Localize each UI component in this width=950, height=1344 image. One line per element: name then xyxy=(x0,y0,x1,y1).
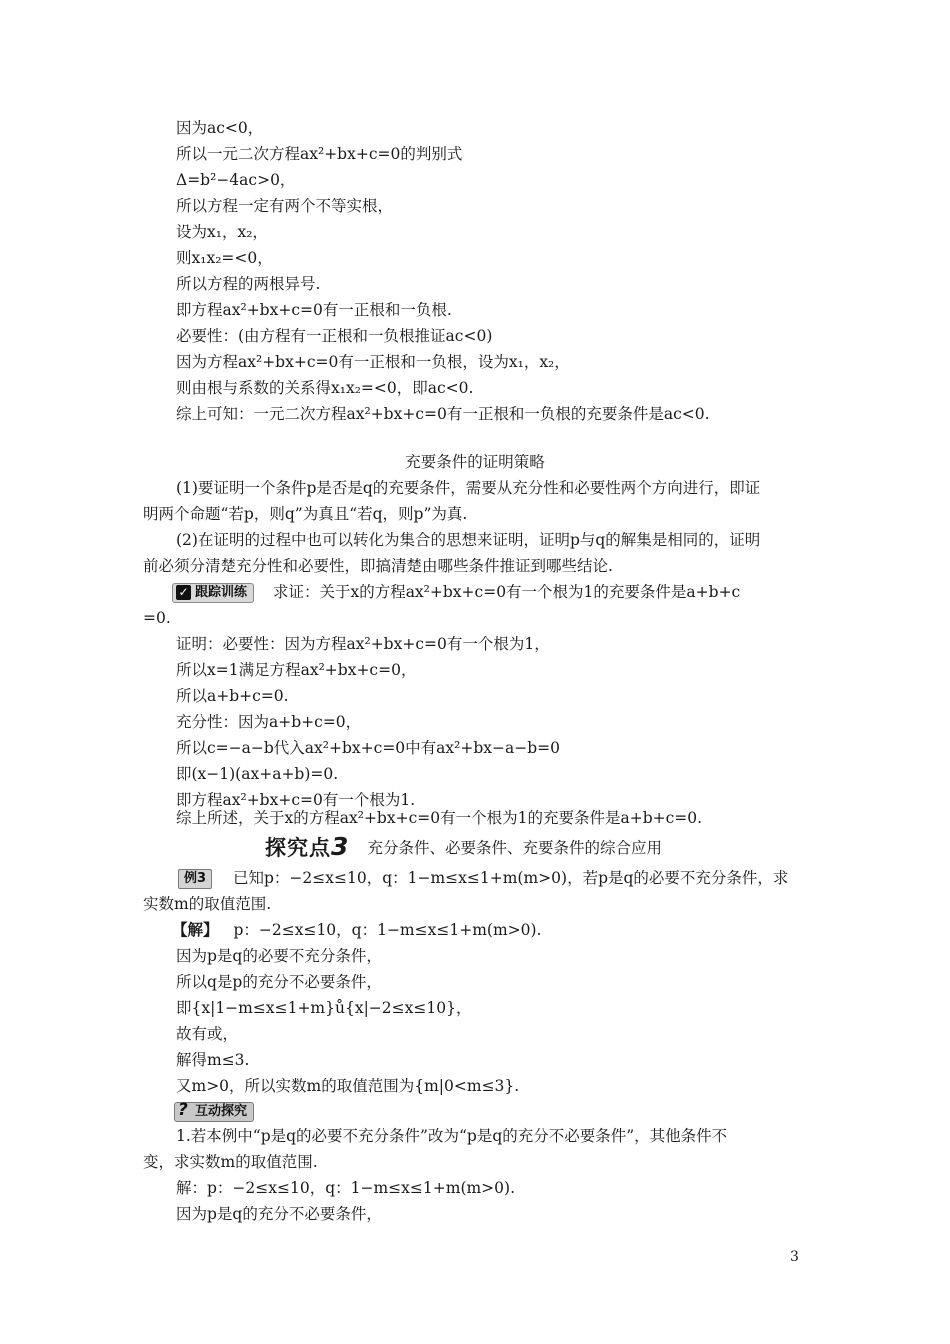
section-heading xyxy=(265,832,662,862)
strategy-paragraph-1-cont: 明两个命题“若p，则q”为真且“若q，则p”为真. xyxy=(143,505,468,523)
solution-line: 故有或， xyxy=(176,1025,239,1043)
proof-line: 证明：必要性：因为方程ax²+bx+c=0有一个根为1， xyxy=(176,635,550,653)
solution-first-line xyxy=(172,918,541,942)
example-question-text: 已知p：−2≤x≤10，q：1−m≤x≤1+m(m>0)，若p是q的必要不充分条件，求 xyxy=(232,869,789,887)
text-line: 即方程ax²+bx+c=0有一正根和一负根. xyxy=(176,301,452,319)
strategy-title: 充要条件的证明策略 xyxy=(405,453,545,471)
checkmark-icon: ✓ xyxy=(176,585,191,600)
strategy-paragraph-2: (2)在证明的过程中也可以转化为集合的思想来证明，证明p与q的解集是相同的，证明 xyxy=(176,531,761,549)
text-line: 必要性：(由方程有一正根和一负根推证ac<0) xyxy=(176,327,493,345)
example-badge: 例3 xyxy=(178,869,212,889)
example-question-cont: 实数m的取值范围. xyxy=(143,895,272,913)
solution-label: 【解】 xyxy=(172,920,219,939)
solution-line: 因为p是q的必要不充分条件， xyxy=(176,947,382,965)
solution-line: 解得m≤3. xyxy=(176,1051,250,1069)
interactive-solution-line: 解：p：−2≤x≤10，q：1−m≤x≤1+m(m>0). xyxy=(176,1179,516,1197)
proof-line: 所以a+b+c=0. xyxy=(176,687,289,705)
section-number: 3 xyxy=(331,832,349,861)
solution-line: 又m>0，所以实数m的取值范围为{m|0<m≤3}. xyxy=(176,1077,520,1095)
tracking-question-text: 求证：关于x的方程ax²+bx+c=0有一个根为1的充要条件是a+b+c xyxy=(272,583,741,601)
example-question xyxy=(178,866,788,890)
tracking-question-cont: =0. xyxy=(143,609,171,627)
interactive-question: 1.若本例中“p是q的必要不充分条件”改为“p是q的充分不必要条件”，其他条件不 xyxy=(176,1127,728,1145)
text-line: 因为ac<0， xyxy=(176,119,264,137)
text-line: 所以方程的两根异号. xyxy=(176,275,321,293)
solution-text: p：−2≤x≤10，q：1−m≤x≤1+m(m>0). xyxy=(233,921,542,939)
text-line: 综上可知：一元二次方程ax²+bx+c=0有一正根和一负根的充要条件是ac<0. xyxy=(176,405,710,423)
text-line: Δ=b²−4ac>0， xyxy=(176,171,296,189)
text-line: 所以方程一定有两个不等实根， xyxy=(176,197,394,215)
proof-line: 即方程ax²+bx+c=0有一个根为1. xyxy=(176,791,416,809)
interactive-question-cont: 变，求实数m的取值范围. xyxy=(143,1153,318,1171)
proof-line: 所以c=−a−b代入ax²+bx+c=0中有ax²+bx−a−b=0 xyxy=(176,739,561,757)
strategy-paragraph-2-cont: 前必须分清楚充分性和必要性，即搞清楚由哪些条件推证到哪些结论. xyxy=(143,557,613,575)
tracking-badge xyxy=(172,583,254,603)
text-line: 则由根与系数的关系得x₁x₂=<0，即ac<0. xyxy=(176,379,474,397)
tracking-question xyxy=(172,580,740,604)
solution-line: 所以q是p的充分不必要条件， xyxy=(176,973,382,991)
interactive-heading xyxy=(174,1099,254,1123)
proof-line: 即(x−1)(ax+a+b)=0. xyxy=(176,765,339,783)
section-title: 充分条件、必要条件、充要条件的综合应用 xyxy=(367,839,663,857)
question-mark-icon: ? xyxy=(178,1100,188,1120)
page-number: 3 xyxy=(790,1249,799,1265)
proof-line: 充分性：因为a+b+c=0， xyxy=(176,713,362,731)
section-label: 探究点 xyxy=(265,836,331,860)
text-line: 则x₁x₂=<0， xyxy=(176,249,273,267)
tracking-badge-label: 跟踪训练 xyxy=(195,585,248,600)
interactive-badge-label: 互动探究 xyxy=(195,1104,248,1119)
text-line: 因为方程ax²+bx+c=0有一正根和一负根，设为x₁，x₂， xyxy=(176,353,570,371)
interactive-solution-line: 因为p是q的充分不必要条件， xyxy=(176,1205,382,1223)
text-line: 设为x₁，x₂， xyxy=(176,223,268,241)
interactive-badge xyxy=(174,1102,254,1122)
solution-line: 即{x|1−m≤x≤1+m}ů{x|−2≤x≤10}， xyxy=(176,999,472,1017)
text-line: 所以一元二次方程ax²+bx+c=0的判别式 xyxy=(176,145,463,163)
proof-line: 所以x=1满足方程ax²+bx+c=0， xyxy=(176,661,417,679)
proof-line: 综上所述，关于x的方程ax²+bx+c=0有一个根为1的充要条件是a+b+c=0. xyxy=(176,809,703,827)
strategy-paragraph-1: (1)要证明一个条件p是否是q的充要条件，需要从充分性和必要性两个方向进行，即证 xyxy=(176,479,761,497)
